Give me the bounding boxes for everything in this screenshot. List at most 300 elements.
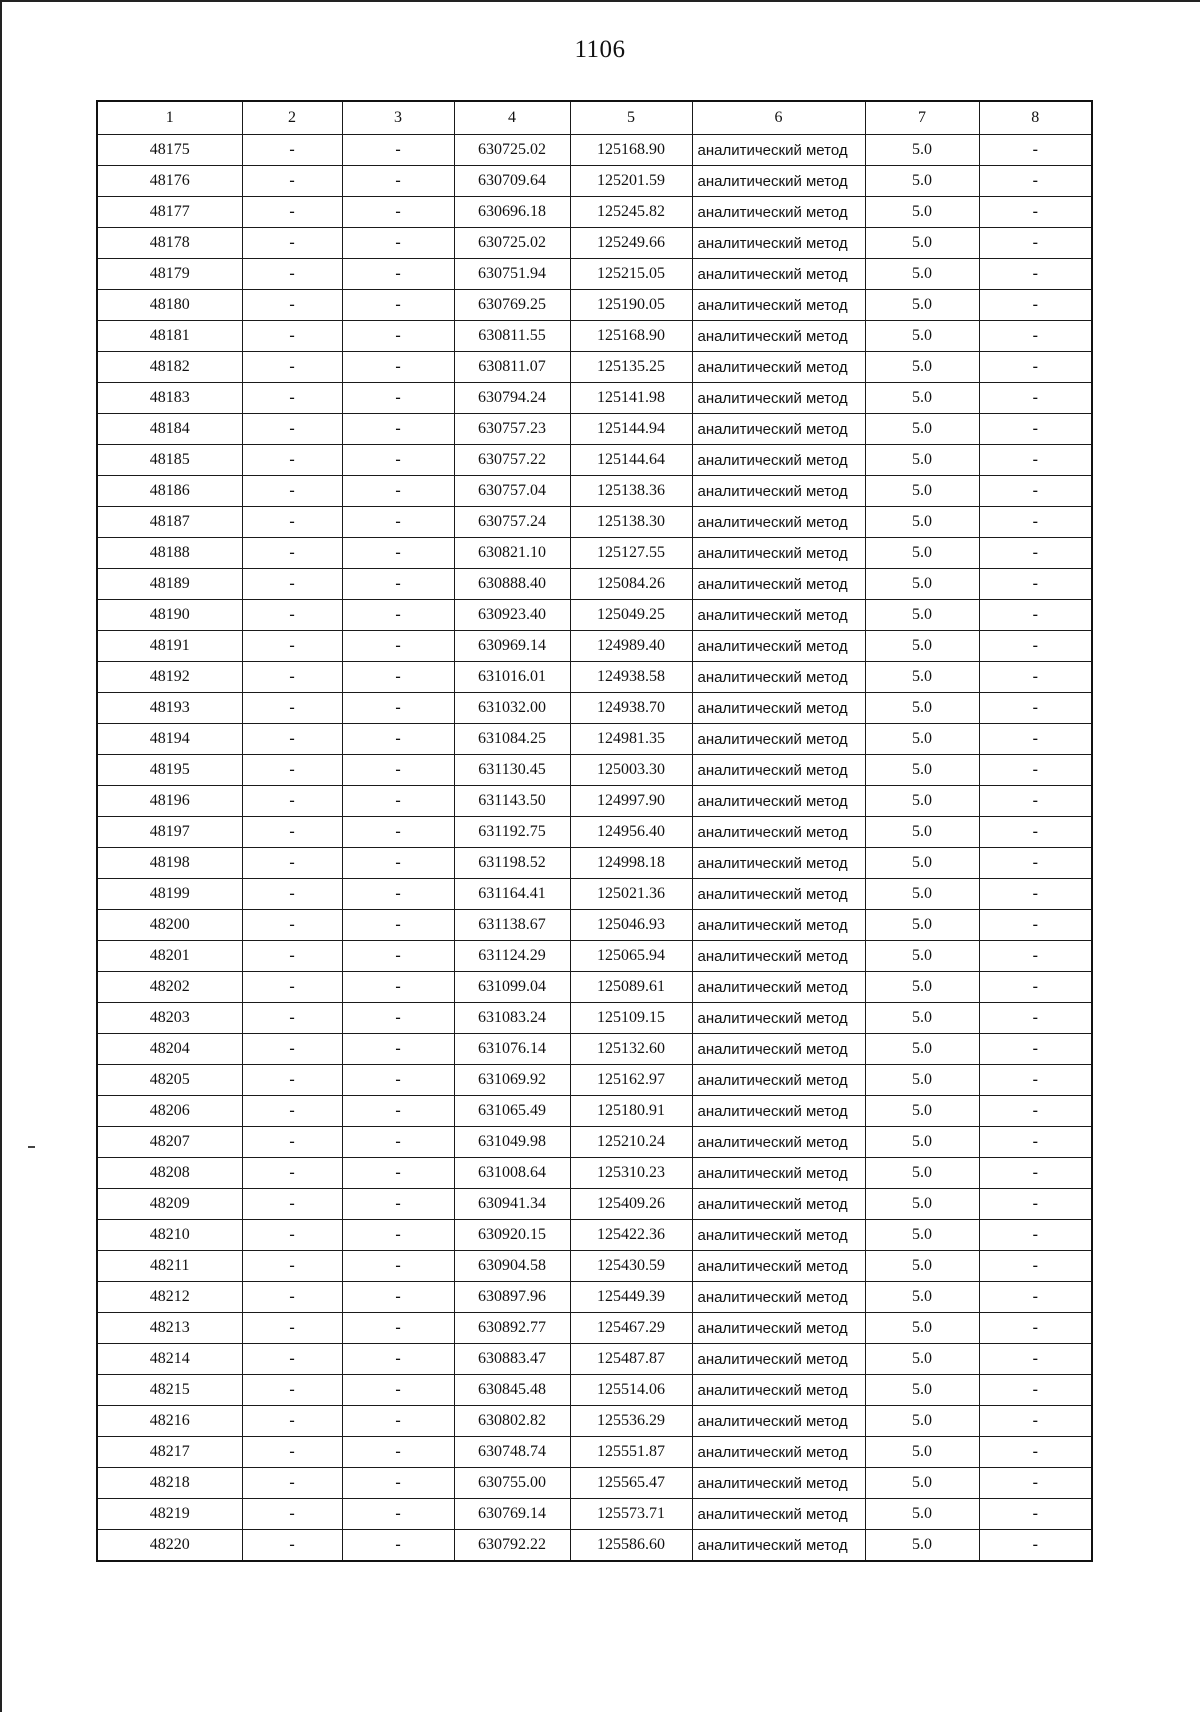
cell-col2-value: - [242, 1282, 342, 1313]
cell-method: аналитический метод [692, 135, 865, 166]
cell-point-number: 48218 [97, 1468, 242, 1499]
cell-x-coordinate: 630811.55 [454, 321, 570, 352]
column-header: 8 [979, 101, 1092, 135]
cell-accuracy: 5.0 [865, 972, 979, 1003]
table-row [97, 1096, 1092, 1127]
cell-col3-value: - [342, 848, 454, 879]
table-row [97, 1530, 1092, 1562]
table-row [97, 817, 1092, 848]
cell-x-coordinate: 630904.58 [454, 1251, 570, 1282]
cell-accuracy: 5.0 [865, 197, 979, 228]
cell-x-coordinate: 630725.02 [454, 228, 570, 259]
column-header: 5 [570, 101, 692, 135]
cell-point-number: 48210 [97, 1220, 242, 1251]
cell-accuracy: 5.0 [865, 476, 979, 507]
cell-x-coordinate: 630941.34 [454, 1189, 570, 1220]
table-row [97, 507, 1092, 538]
cell-y-coordinate: 125065.94 [570, 941, 692, 972]
cell-x-coordinate: 630802.82 [454, 1406, 570, 1437]
table-row [97, 972, 1092, 1003]
cell-method: аналитический метод [692, 662, 865, 693]
cell-col2-value: - [242, 1313, 342, 1344]
cell-col2-value: - [242, 197, 342, 228]
cell-y-coordinate: 125536.29 [570, 1406, 692, 1437]
cell-method: аналитический метод [692, 941, 865, 972]
cell-accuracy: 5.0 [865, 290, 979, 321]
cell-method: аналитический метод [692, 383, 865, 414]
cell-x-coordinate: 630757.22 [454, 445, 570, 476]
cell-y-coordinate: 125190.05 [570, 290, 692, 321]
cell-accuracy: 5.0 [865, 1189, 979, 1220]
cell-col3-value: - [342, 1468, 454, 1499]
cell-method: аналитический метод [692, 1313, 865, 1344]
cell-point-number: 48201 [97, 941, 242, 972]
cell-col8-value: - [979, 1251, 1092, 1282]
cell-col2-value: - [242, 166, 342, 197]
cell-x-coordinate: 631076.14 [454, 1034, 570, 1065]
cell-col3-value: - [342, 693, 454, 724]
cell-col8-value: - [979, 1437, 1092, 1468]
cell-accuracy: 5.0 [865, 352, 979, 383]
table-row [97, 662, 1092, 693]
scan-edge-top [0, 0, 1200, 2]
cell-y-coordinate: 125138.30 [570, 507, 692, 538]
cell-y-coordinate: 125409.26 [570, 1189, 692, 1220]
cell-y-coordinate: 125144.94 [570, 414, 692, 445]
cell-y-coordinate: 125003.30 [570, 755, 692, 786]
cell-x-coordinate: 631198.52 [454, 848, 570, 879]
cell-point-number: 48189 [97, 569, 242, 600]
cell-method: аналитический метод [692, 1406, 865, 1437]
cell-point-number: 48219 [97, 1499, 242, 1530]
cell-accuracy: 5.0 [865, 1468, 979, 1499]
cell-col3-value: - [342, 1065, 454, 1096]
cell-x-coordinate: 630769.25 [454, 290, 570, 321]
cell-col3-value: - [342, 910, 454, 941]
cell-col8-value: - [979, 1096, 1092, 1127]
table-header-row [97, 101, 1092, 135]
cell-method: аналитический метод [692, 910, 865, 941]
cell-point-number: 48177 [97, 197, 242, 228]
cell-col8-value: - [979, 848, 1092, 879]
cell-col8-value: - [979, 1282, 1092, 1313]
cell-col8-value: - [979, 755, 1092, 786]
cell-col3-value: - [342, 662, 454, 693]
cell-x-coordinate: 630769.14 [454, 1499, 570, 1530]
cell-col8-value: - [979, 972, 1092, 1003]
cell-point-number: 48204 [97, 1034, 242, 1065]
cell-col2-value: - [242, 228, 342, 259]
cell-point-number: 48193 [97, 693, 242, 724]
table-row [97, 600, 1092, 631]
cell-col3-value: - [342, 1499, 454, 1530]
cell-method: аналитический метод [692, 1189, 865, 1220]
cell-x-coordinate: 631084.25 [454, 724, 570, 755]
cell-col2-value: - [242, 1406, 342, 1437]
cell-method: аналитический метод [692, 1499, 865, 1530]
cell-y-coordinate: 125551.87 [570, 1437, 692, 1468]
cell-method: аналитический метод [692, 972, 865, 1003]
cell-col3-value: - [342, 941, 454, 972]
cell-method: аналитический метод [692, 290, 865, 321]
cell-col3-value: - [342, 1406, 454, 1437]
table-row [97, 321, 1092, 352]
cell-col3-value: - [342, 414, 454, 445]
cell-accuracy: 5.0 [865, 166, 979, 197]
cell-point-number: 48220 [97, 1530, 242, 1562]
cell-x-coordinate: 631192.75 [454, 817, 570, 848]
cell-point-number: 48202 [97, 972, 242, 1003]
cell-col8-value: - [979, 476, 1092, 507]
coordinates-table [96, 100, 1093, 1562]
cell-point-number: 48178 [97, 228, 242, 259]
cell-y-coordinate: 124981.35 [570, 724, 692, 755]
cell-method: аналитический метод [692, 197, 865, 228]
cell-y-coordinate: 125573.71 [570, 1499, 692, 1530]
cell-col3-value: - [342, 1220, 454, 1251]
cell-point-number: 48200 [97, 910, 242, 941]
cell-x-coordinate: 631138.67 [454, 910, 570, 941]
cell-col8-value: - [979, 135, 1092, 166]
cell-col3-value: - [342, 476, 454, 507]
cell-accuracy: 5.0 [865, 1282, 979, 1313]
cell-x-coordinate: 631008.64 [454, 1158, 570, 1189]
cell-point-number: 48180 [97, 290, 242, 321]
cell-method: аналитический метод [692, 848, 865, 879]
cell-y-coordinate: 125210.24 [570, 1127, 692, 1158]
cell-accuracy: 5.0 [865, 1375, 979, 1406]
cell-x-coordinate: 630792.22 [454, 1530, 570, 1562]
cell-method: аналитический метод [692, 538, 865, 569]
cell-col2-value: - [242, 1468, 342, 1499]
cell-method: аналитический метод [692, 352, 865, 383]
cell-col2-value: - [242, 910, 342, 941]
cell-col2-value: - [242, 569, 342, 600]
cell-point-number: 48186 [97, 476, 242, 507]
cell-col3-value: - [342, 1158, 454, 1189]
cell-y-coordinate: 125586.60 [570, 1530, 692, 1562]
cell-col2-value: - [242, 1437, 342, 1468]
table-row [97, 755, 1092, 786]
cell-x-coordinate: 630892.77 [454, 1313, 570, 1344]
cell-col8-value: - [979, 910, 1092, 941]
cell-point-number: 48217 [97, 1437, 242, 1468]
table-row [97, 1313, 1092, 1344]
cell-x-coordinate: 630883.47 [454, 1344, 570, 1375]
cell-point-number: 48203 [97, 1003, 242, 1034]
cell-method: аналитический метод [692, 445, 865, 476]
cell-col8-value: - [979, 197, 1092, 228]
cell-col8-value: - [979, 1034, 1092, 1065]
cell-col2-value: - [242, 445, 342, 476]
cell-point-number: 48190 [97, 600, 242, 631]
cell-col2-value: - [242, 1220, 342, 1251]
table-row [97, 383, 1092, 414]
cell-y-coordinate: 125049.25 [570, 600, 692, 631]
cell-x-coordinate: 631143.50 [454, 786, 570, 817]
cell-col2-value: - [242, 383, 342, 414]
cell-method: аналитический метод [692, 879, 865, 910]
cell-point-number: 48198 [97, 848, 242, 879]
cell-method: аналитический метод [692, 1344, 865, 1375]
cell-col2-value: - [242, 1065, 342, 1096]
cell-method: аналитический метод [692, 1096, 865, 1127]
cell-col8-value: - [979, 1530, 1092, 1562]
cell-x-coordinate: 630757.23 [454, 414, 570, 445]
cell-x-coordinate: 630920.15 [454, 1220, 570, 1251]
cell-col8-value: - [979, 538, 1092, 569]
cell-y-coordinate: 125180.91 [570, 1096, 692, 1127]
cell-col8-value: - [979, 259, 1092, 290]
cell-col3-value: - [342, 290, 454, 321]
cell-method: аналитический метод [692, 1127, 865, 1158]
cell-accuracy: 5.0 [865, 1344, 979, 1375]
cell-method: аналитический метод [692, 631, 865, 662]
cell-accuracy: 5.0 [865, 1034, 979, 1065]
table-row [97, 1282, 1092, 1313]
cell-accuracy: 5.0 [865, 259, 979, 290]
cell-col3-value: - [342, 1251, 454, 1282]
cell-point-number: 48191 [97, 631, 242, 662]
cell-col2-value: - [242, 662, 342, 693]
cell-y-coordinate: 125201.59 [570, 166, 692, 197]
table-row [97, 1344, 1092, 1375]
table-row [97, 197, 1092, 228]
cell-x-coordinate: 630748.74 [454, 1437, 570, 1468]
cell-point-number: 48214 [97, 1344, 242, 1375]
cell-col2-value: - [242, 693, 342, 724]
cell-col3-value: - [342, 631, 454, 662]
cell-col2-value: - [242, 1003, 342, 1034]
cell-col8-value: - [979, 290, 1092, 321]
table-row [97, 445, 1092, 476]
cell-col2-value: - [242, 1034, 342, 1065]
cell-col8-value: - [979, 1499, 1092, 1530]
cell-y-coordinate: 125168.90 [570, 321, 692, 352]
table-row [97, 352, 1092, 383]
cell-x-coordinate: 630888.40 [454, 569, 570, 600]
cell-y-coordinate: 124989.40 [570, 631, 692, 662]
cell-point-number: 48176 [97, 166, 242, 197]
cell-accuracy: 5.0 [865, 1127, 979, 1158]
cell-col3-value: - [342, 786, 454, 817]
cell-col3-value: - [342, 569, 454, 600]
cell-col2-value: - [242, 1375, 342, 1406]
cell-col8-value: - [979, 507, 1092, 538]
cell-method: аналитический метод [692, 1251, 865, 1282]
cell-col2-value: - [242, 786, 342, 817]
cell-col8-value: - [979, 786, 1092, 817]
cell-method: аналитический метод [692, 259, 865, 290]
cell-x-coordinate: 631130.45 [454, 755, 570, 786]
cell-accuracy: 5.0 [865, 817, 979, 848]
cell-point-number: 48197 [97, 817, 242, 848]
cell-accuracy: 5.0 [865, 445, 979, 476]
cell-accuracy: 5.0 [865, 1065, 979, 1096]
cell-y-coordinate: 125127.55 [570, 538, 692, 569]
cell-x-coordinate: 630757.04 [454, 476, 570, 507]
cell-accuracy: 5.0 [865, 1220, 979, 1251]
cell-y-coordinate: 124938.58 [570, 662, 692, 693]
table-row [97, 693, 1092, 724]
table-body [97, 135, 1092, 1562]
cell-x-coordinate: 631049.98 [454, 1127, 570, 1158]
cell-y-coordinate: 125162.97 [570, 1065, 692, 1096]
cell-col3-value: - [342, 1530, 454, 1562]
table-row [97, 848, 1092, 879]
cell-accuracy: 5.0 [865, 1313, 979, 1344]
cell-col3-value: - [342, 1096, 454, 1127]
cell-col8-value: - [979, 1127, 1092, 1158]
cell-point-number: 48185 [97, 445, 242, 476]
cell-x-coordinate: 630897.96 [454, 1282, 570, 1313]
cell-col2-value: - [242, 631, 342, 662]
cell-x-coordinate: 630794.24 [454, 383, 570, 414]
cell-col3-value: - [342, 1375, 454, 1406]
cell-y-coordinate: 124998.18 [570, 848, 692, 879]
cell-col2-value: - [242, 1251, 342, 1282]
cell-col8-value: - [979, 631, 1092, 662]
cell-y-coordinate: 125487.87 [570, 1344, 692, 1375]
cell-accuracy: 5.0 [865, 631, 979, 662]
table-row [97, 941, 1092, 972]
cell-method: аналитический метод [692, 1003, 865, 1034]
cell-accuracy: 5.0 [865, 414, 979, 445]
cell-method: аналитический метод [692, 786, 865, 817]
cell-y-coordinate: 125245.82 [570, 197, 692, 228]
cell-col2-value: - [242, 1096, 342, 1127]
cell-y-coordinate: 125467.29 [570, 1313, 692, 1344]
cell-col3-value: - [342, 817, 454, 848]
cell-accuracy: 5.0 [865, 1096, 979, 1127]
cell-col3-value: - [342, 1282, 454, 1313]
cell-method: аналитический метод [692, 476, 865, 507]
cell-method: аналитический метод [692, 817, 865, 848]
table-row [97, 1375, 1092, 1406]
cell-accuracy: 5.0 [865, 1437, 979, 1468]
cell-col2-value: - [242, 290, 342, 321]
cell-point-number: 48175 [97, 135, 242, 166]
cell-x-coordinate: 631065.49 [454, 1096, 570, 1127]
cell-col2-value: - [242, 600, 342, 631]
cell-col3-value: - [342, 259, 454, 290]
cell-point-number: 48184 [97, 414, 242, 445]
cell-accuracy: 5.0 [865, 1003, 979, 1034]
cell-accuracy: 5.0 [865, 569, 979, 600]
cell-col2-value: - [242, 1127, 342, 1158]
table-row [97, 1251, 1092, 1282]
table-row [97, 1189, 1092, 1220]
table-row [97, 1468, 1092, 1499]
cell-x-coordinate: 630845.48 [454, 1375, 570, 1406]
cell-y-coordinate: 125084.26 [570, 569, 692, 600]
cell-x-coordinate: 630811.07 [454, 352, 570, 383]
cell-method: аналитический метод [692, 1220, 865, 1251]
cell-col2-value: - [242, 507, 342, 538]
cell-col2-value: - [242, 848, 342, 879]
cell-accuracy: 5.0 [865, 693, 979, 724]
table-row [97, 569, 1092, 600]
cell-y-coordinate: 125422.36 [570, 1220, 692, 1251]
cell-method: аналитический метод [692, 693, 865, 724]
cell-accuracy: 5.0 [865, 600, 979, 631]
cell-col2-value: - [242, 414, 342, 445]
cell-point-number: 48192 [97, 662, 242, 693]
table-row [97, 1499, 1092, 1530]
table-row [97, 879, 1092, 910]
table-row [97, 1034, 1092, 1065]
cell-accuracy: 5.0 [865, 1530, 979, 1562]
cell-method: аналитический метод [692, 1282, 865, 1313]
cell-col8-value: - [979, 383, 1092, 414]
table-row [97, 1220, 1092, 1251]
cell-x-coordinate: 630751.94 [454, 259, 570, 290]
cell-col3-value: - [342, 1313, 454, 1344]
cell-point-number: 48207 [97, 1127, 242, 1158]
cell-y-coordinate: 125109.15 [570, 1003, 692, 1034]
cell-method: аналитический метод [692, 507, 865, 538]
cell-col2-value: - [242, 817, 342, 848]
cell-x-coordinate: 631069.92 [454, 1065, 570, 1096]
cell-col8-value: - [979, 662, 1092, 693]
cell-y-coordinate: 124956.40 [570, 817, 692, 848]
cell-x-coordinate: 630696.18 [454, 197, 570, 228]
column-header: 6 [692, 101, 865, 135]
cell-y-coordinate: 125089.61 [570, 972, 692, 1003]
cell-x-coordinate: 630709.64 [454, 166, 570, 197]
table-row [97, 135, 1092, 166]
page-number: 1106 [574, 36, 626, 63]
cell-col2-value: - [242, 1189, 342, 1220]
cell-col8-value: - [979, 228, 1092, 259]
cell-point-number: 48211 [97, 1251, 242, 1282]
cell-col3-value: - [342, 383, 454, 414]
cell-col3-value: - [342, 197, 454, 228]
cell-method: аналитический метод [692, 414, 865, 445]
cell-col2-value: - [242, 972, 342, 1003]
cell-point-number: 48205 [97, 1065, 242, 1096]
cell-col3-value: - [342, 724, 454, 755]
cell-y-coordinate: 125021.36 [570, 879, 692, 910]
cell-col2-value: - [242, 352, 342, 383]
scan-speck [28, 1146, 35, 1148]
cell-accuracy: 5.0 [865, 383, 979, 414]
table-row [97, 910, 1092, 941]
cell-point-number: 48216 [97, 1406, 242, 1437]
table-row [97, 476, 1092, 507]
cell-col8-value: - [979, 724, 1092, 755]
cell-y-coordinate: 125565.47 [570, 1468, 692, 1499]
cell-col8-value: - [979, 693, 1092, 724]
cell-point-number: 48206 [97, 1096, 242, 1127]
cell-accuracy: 5.0 [865, 755, 979, 786]
cell-y-coordinate: 124938.70 [570, 693, 692, 724]
cell-col3-value: - [342, 1127, 454, 1158]
column-header: 1 [97, 101, 242, 135]
cell-col3-value: - [342, 352, 454, 383]
cell-col3-value: - [342, 166, 454, 197]
cell-col3-value: - [342, 972, 454, 1003]
table-row [97, 786, 1092, 817]
cell-col2-value: - [242, 259, 342, 290]
cell-y-coordinate: 125132.60 [570, 1034, 692, 1065]
cell-y-coordinate: 125310.23 [570, 1158, 692, 1189]
cell-col8-value: - [979, 1065, 1092, 1096]
cell-method: аналитический метод [692, 1375, 865, 1406]
cell-method: аналитический метод [692, 1530, 865, 1562]
cell-col2-value: - [242, 879, 342, 910]
table-row [97, 724, 1092, 755]
